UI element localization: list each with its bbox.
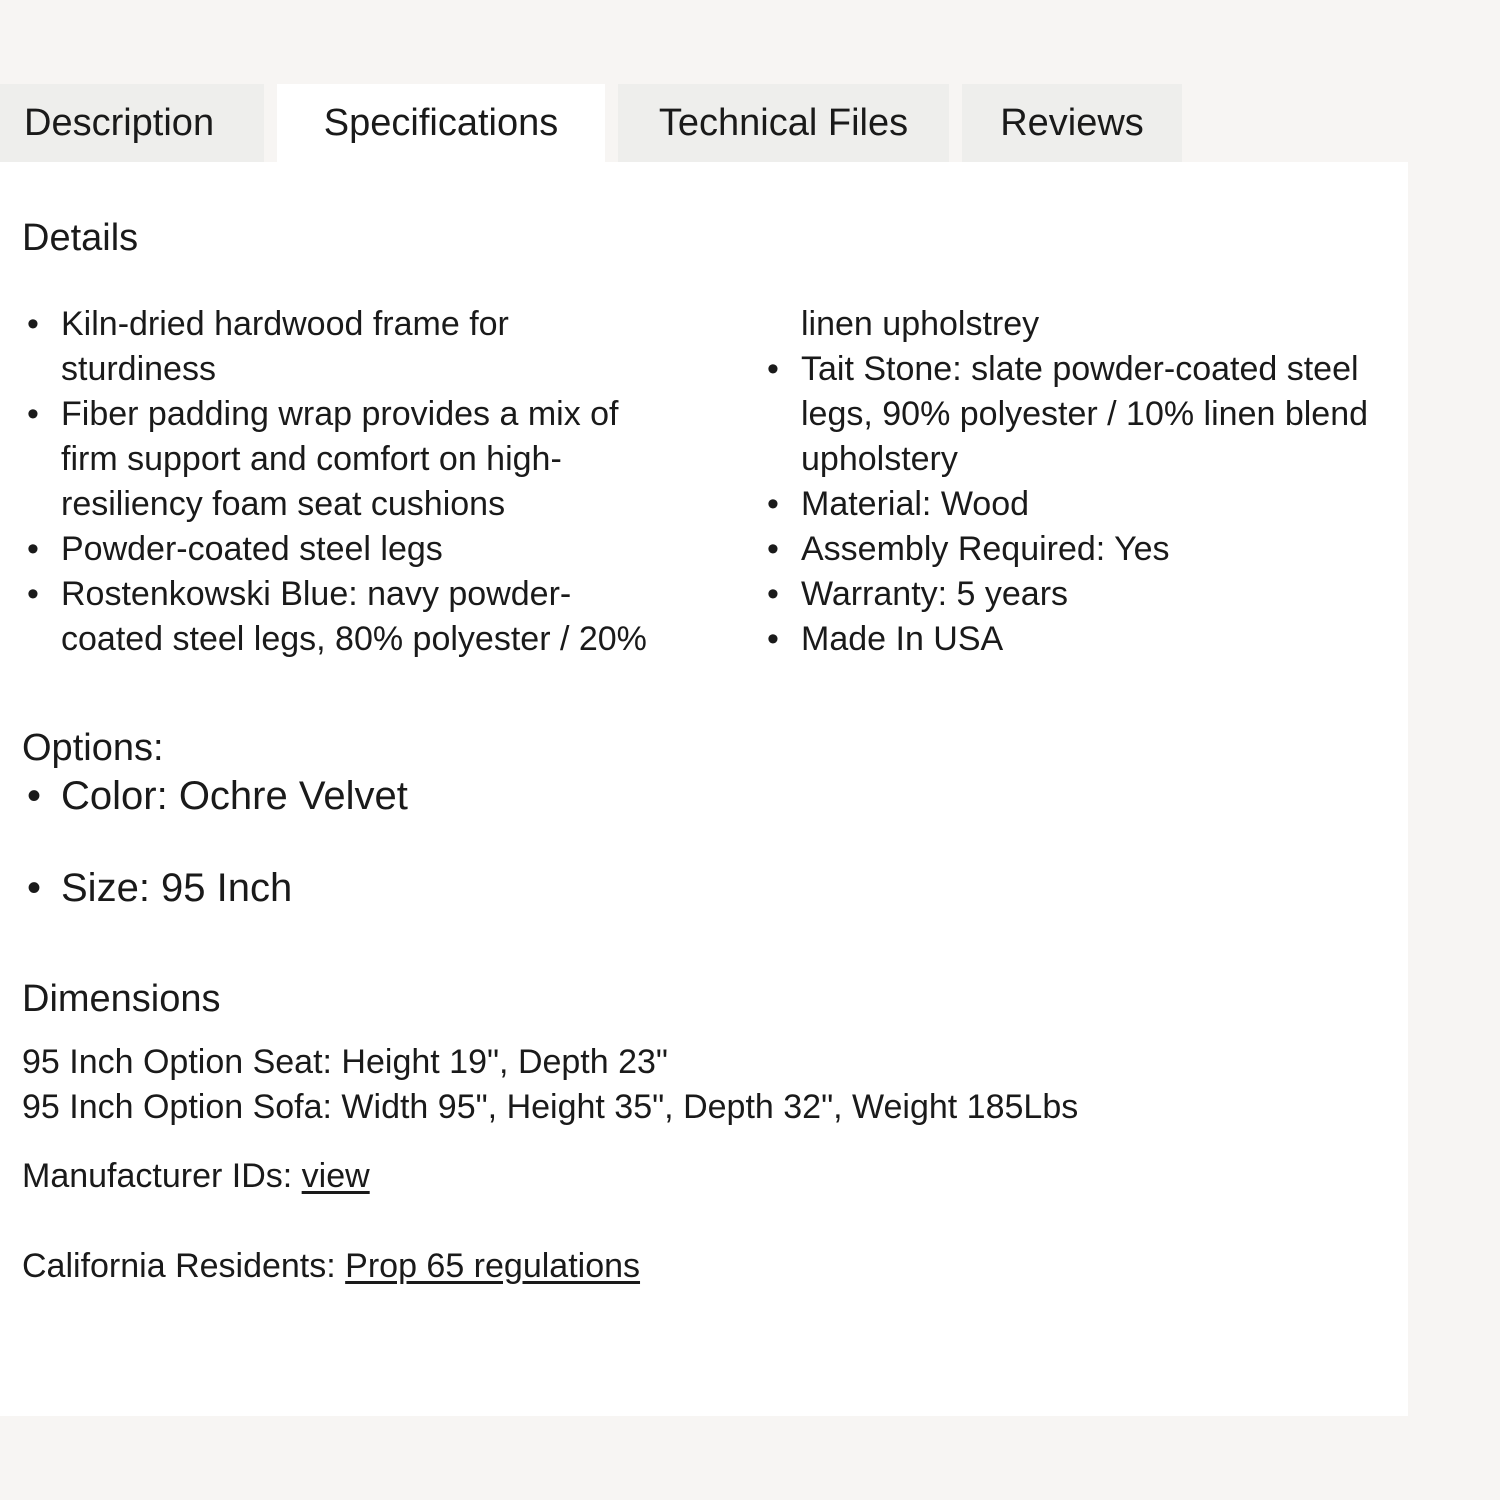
california-residents-label: California Residents:	[22, 1247, 346, 1285]
manufacturer-ids-view-link[interactable]: view	[301, 1157, 370, 1195]
manufacturer-ids-label: Manufacturer IDs:	[22, 1157, 302, 1195]
list-item: • Tait Stone: slate powder-coated steel legs, 90% polyester / 10% linen blend upholstery	[762, 347, 1408, 482]
list-item: • Assembly Required: Yes	[762, 527, 1408, 572]
dimension-sofa: 95 Inch Option Sofa: Width 95", Height 35", Depth 32", Weight 185Lbs	[22, 1088, 1079, 1126]
list-item: • Powder-coated steel legs	[22, 527, 668, 572]
tab-technical-files[interactable]: Technical Files	[618, 84, 949, 163]
option-color: • Color: Ochre Velvet	[22, 772, 408, 820]
prop-65-link[interactable]: Prop 65 regulations	[345, 1247, 641, 1285]
list-item: • Material: Wood	[762, 482, 1408, 527]
tab-reviews[interactable]: Reviews	[962, 84, 1182, 163]
list-item: • Made In USA	[762, 617, 1408, 662]
list-item: • Warranty: 5 years	[762, 572, 1408, 617]
tab-description[interactable]: Description	[0, 84, 264, 163]
dimension-seat: 95 Inch Option Seat: Height 19", Depth 23"	[22, 1043, 668, 1081]
tab-specifications[interactable]: Specifications	[277, 84, 605, 166]
details-list	[22, 302, 1408, 662]
list-item: • Rostenkowski Blue: navy powder-coated steel legs, 80% polyester / 20% linen upholstrey	[22, 302, 1408, 662]
tab-bar	[0, 84, 1500, 163]
california-residents	[22, 1244, 640, 1289]
dimensions-heading: Dimensions	[22, 978, 221, 1020]
details-heading: Details	[22, 217, 139, 259]
list-item: • Kiln-dried hardwood frame for sturdiness	[22, 302, 668, 392]
specifications-panel	[0, 162, 1408, 1416]
option-size: • Size: 95 Inch	[22, 864, 408, 912]
manufacturer-ids	[22, 1154, 370, 1199]
options-list	[22, 772, 408, 912]
list-item: • Fiber padding wrap provides a mix of firm support and comfort on high-resiliency foam seat cushions	[22, 392, 668, 527]
options-heading: Options:	[22, 727, 164, 769]
